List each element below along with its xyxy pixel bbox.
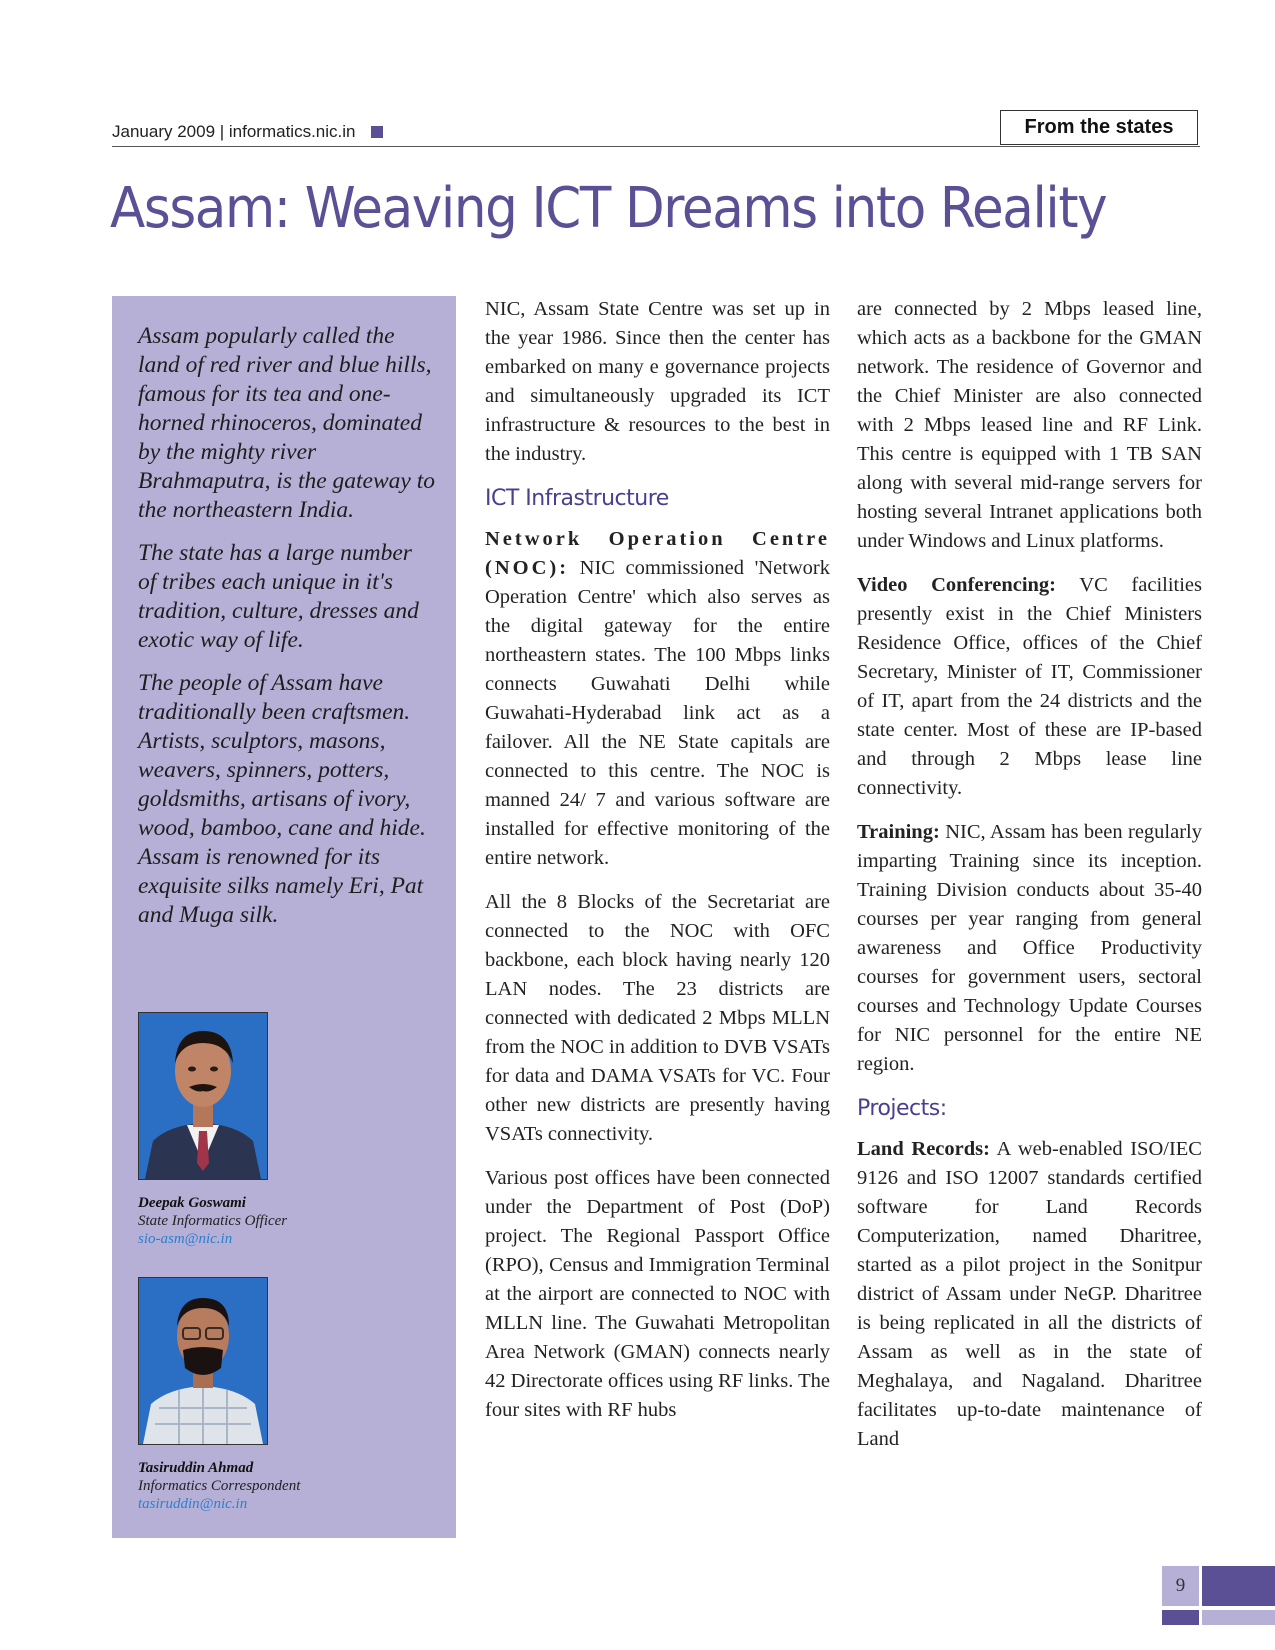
vc-lead: Video Conferencing:	[857, 574, 1057, 596]
header-divider	[112, 146, 1200, 147]
corner-decoration	[1202, 1610, 1275, 1625]
vc-paragraph	[857, 571, 1202, 803]
land-records-lead: Land Records:	[857, 1138, 990, 1160]
page-title: Assam: Weaving ICT Dreams into Reality	[110, 176, 1107, 241]
post-paragraph: Various post offices have been connected under the Department of Post (DoP) project. The Regional Passport Office (RPO), Census and Immigration Terminal at the airport are connected to NOC with MLLN line. The Guwahati Metropolitan Area Network (GMAN) connects nearly 42 Directorate offices using RF links. The four sites with RF hubs	[485, 1167, 830, 1421]
section-heading-ict: ICT Infrastructure	[485, 486, 669, 511]
training-paragraph	[857, 818, 1202, 1079]
author-photo	[138, 1012, 268, 1180]
issue-header	[112, 122, 383, 142]
author-caption	[138, 1459, 300, 1513]
corner-decoration	[1202, 1566, 1275, 1606]
noc-lead: Network Operation Centre (NOC):	[485, 528, 830, 579]
land-records-paragraph	[857, 1135, 1202, 1454]
page-number: 9	[1162, 1566, 1199, 1606]
blocks-paragraph: All the 8 Blocks of the Secretariat are connected to the NOC with OFC backbone, each block having nearly 120 LAN nodes. The 23 districts are connected with dedicated 2 Mbps MLLN from the NOC in addition to DVB VSATs for data and DAMA VSATs for VC. Four other new districts are presently having VSATs connectivity.	[485, 891, 830, 1145]
article-column-2	[857, 295, 1202, 1469]
continued-paragraph: are connected by 2 Mbps leased line, which acts as a backbone for the GMAN network. The residence of Governor and the Chief Minister are also connected with 2 Mbps leased line and RF Link. This centre is equipped with 1 TB SAN along with several mid-range servers for hosting several Intranet applications both under Windows and Linux platforms.	[857, 298, 1202, 552]
training-lead: Training:	[857, 821, 940, 843]
author-caption	[138, 1194, 287, 1248]
author-name: Deepak Goswami	[138, 1195, 246, 1211]
section-heading-projects: Projects:	[857, 1096, 947, 1121]
issue-line: January 2009 | informatics.nic.in	[112, 122, 356, 141]
intro-paragraph: NIC, Assam State Centre was set up in the year 1986. Since then the center has embarked on many e governance projects and simultaneously upgraded its ICT infrastructure & resources to the best in the industry.	[485, 298, 830, 465]
sidebar-paragraph: The people of Assam have traditionally been craftsmen. Artists, sculptors, masons, weavers, spinners, potters, goldsmiths, artisans of ivory, wood, bamboo, cane and hide. Assam is renowned for its exquisite silks namely Eri, Pat and Muga silk.	[138, 670, 426, 928]
author-role: Informatics Correspondent	[138, 1478, 301, 1494]
author-photo	[138, 1277, 268, 1445]
article-column-1	[485, 295, 830, 1440]
square-bullet-icon	[371, 126, 383, 138]
sidebar-paragraph: Assam popularly called the land of red river and blue hills, famous for its tea and one-horned rhinoceros, dominated by the mighty river Brahmaputra, is the gateway to the northeastern India.	[138, 323, 435, 523]
training-text: NIC, Assam has been regularly imparting Training since its inception. Training Division conducts about 35-40 courses per year ranging from general awareness and Office Productivity courses for government users, sectoral courses and Technology Update Courses for NIC personnel for the entire NE region.	[857, 821, 1202, 1075]
corner-decoration	[1162, 1610, 1199, 1625]
author-email-link[interactable]: sio-asm@nic.in	[138, 1231, 233, 1247]
author-portrait-icon	[139, 1013, 267, 1179]
author-name: Tasiruddin Ahmad	[138, 1460, 254, 1476]
noc-paragraph	[485, 525, 830, 873]
section-tag: From the states	[1000, 110, 1198, 145]
noc-text: NIC commissioned 'Network Operation Centre' which also serves as the digital gateway for the entire northeastern states. The 100 Mbps links connects Guwahati Delhi while Guwahati-Hyderabad link act as a failover. All the NE State capitals are connected to this centre. The NOC is manned 24/ 7 and various software are installed for effective monitoring of the entire network.	[485, 557, 830, 869]
land-records-text: A web-enabled ISO/IEC 9126 and ISO 12007 standards certified software for Land Records Computerization, named Dharitree, started as a pilot project in the Sonitpur district of Assam under NeGP. Dharitree is being replicated in all the districts of Assam as well as in the state of Meghalaya, and Nagaland. Dharitree facilitates up-to-date maintenance of Land	[857, 1138, 1202, 1450]
sidebar-paragraph: The state has a large number of tribes each unique in it's tradition, culture, dresses and exotic way of life.	[138, 540, 419, 653]
sidebar	[112, 296, 456, 1538]
vc-text: VC facilities presently exist in the Chief Ministers Residence Office, offices of the Chief Secretary, Minister of IT, Commissioner of IT, apart from the 24 districts and the state center. Most of these are IP-based and through 2 Mbps lease line connectivity.	[857, 574, 1202, 799]
author-portrait-icon	[139, 1278, 267, 1444]
author-role: State Informatics Officer	[138, 1213, 288, 1229]
author-email-link[interactable]: tasiruddin@nic.in	[138, 1496, 248, 1512]
